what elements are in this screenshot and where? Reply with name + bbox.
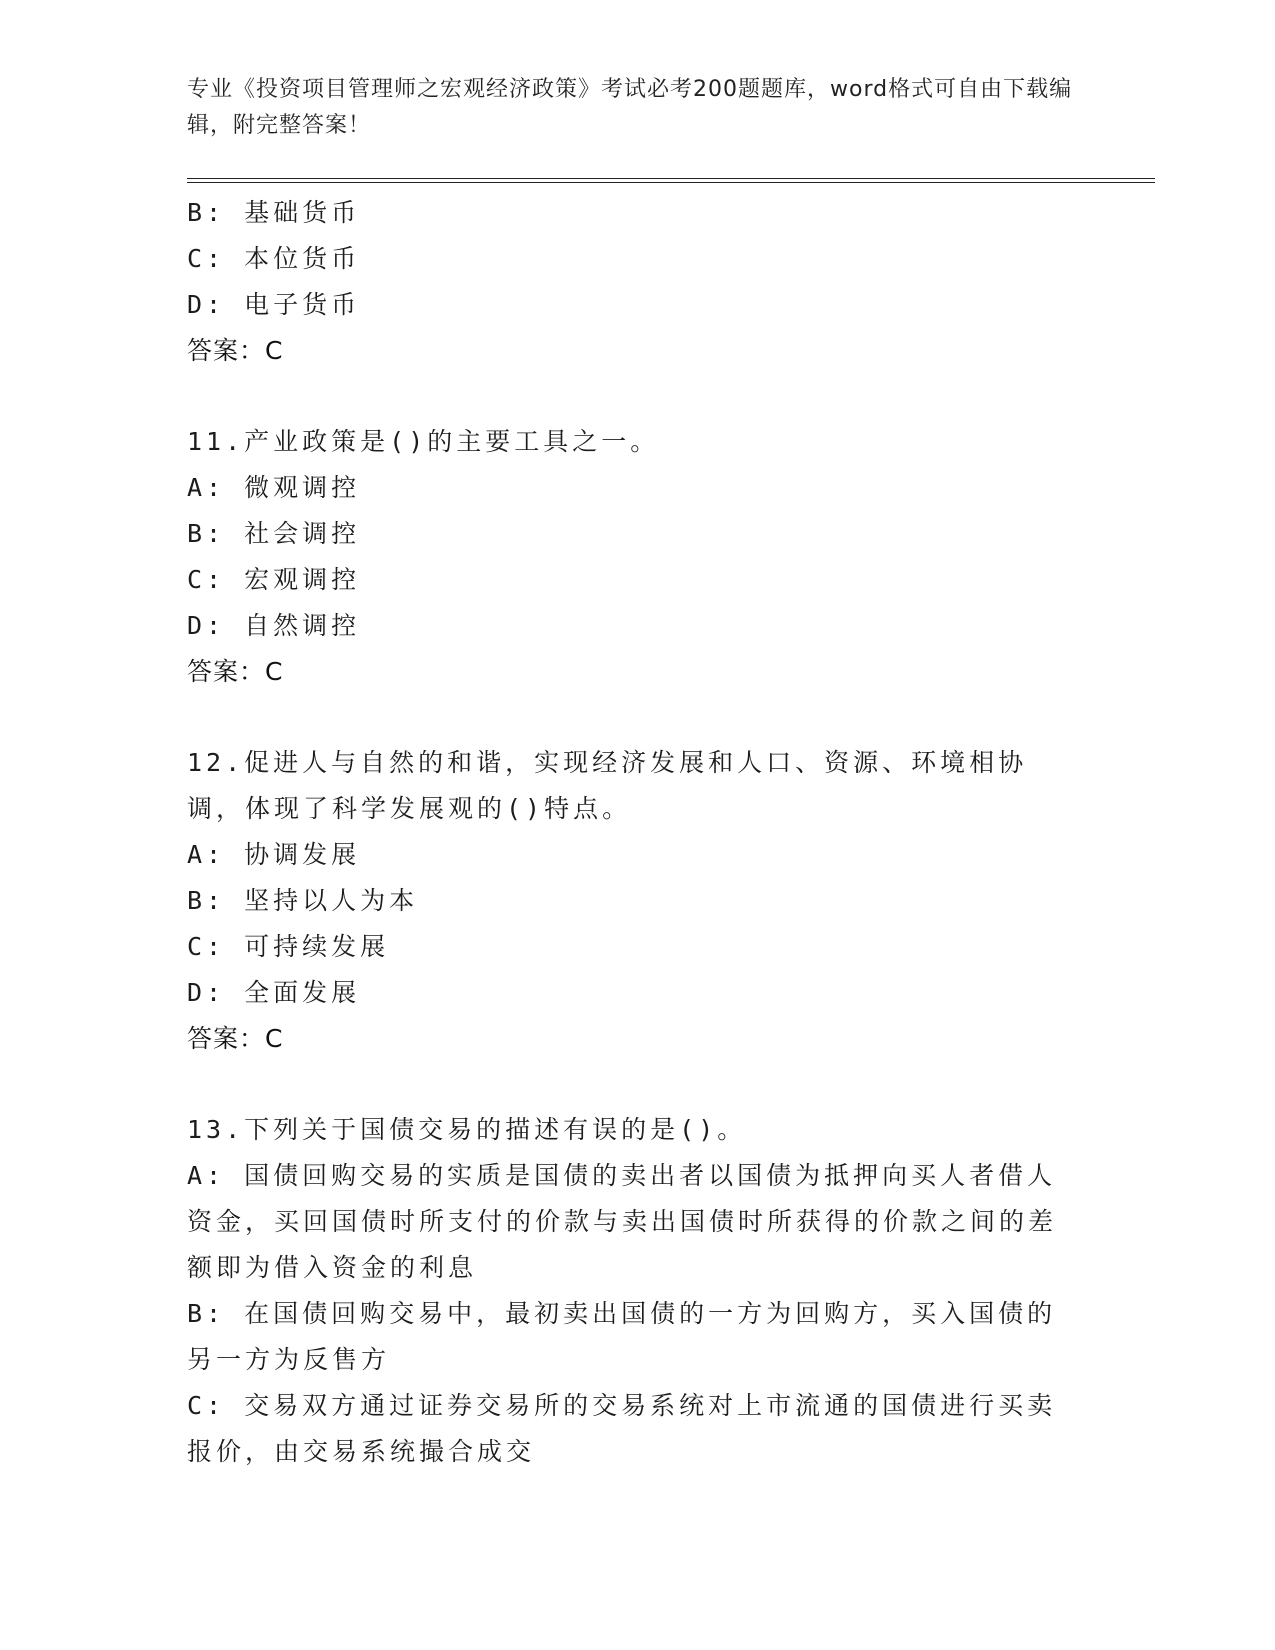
spacer (187, 695, 1077, 740)
option-b: B: 坚持以人为本 (187, 886, 419, 915)
header-text: 专业《投资项目管理师之宏观经济政策》考试必考200题题库，word格式可自由下载编辑，附完整答案！ (187, 77, 1073, 138)
question-stem: 13.下列关于国债交易的描述有误的是()。 (187, 1115, 747, 1144)
option-d: D: 自然调控 (187, 611, 361, 640)
question-stem: 12.促进人与自然的和谐，实现经济发展和人口、资源、环境相协调，体现了科学发展观的()特点。 (187, 748, 1028, 823)
option-a: A: 协调发展 (187, 840, 361, 869)
question-11 (187, 419, 1077, 695)
spacer (187, 1062, 1077, 1107)
answer-line: 答案：C (187, 1024, 284, 1053)
option-c: C: 本位货币 (187, 244, 361, 273)
question-12 (187, 740, 1077, 1062)
option-b: B: 在国债回购交易中，最初卖出国债的一方为回购方，买入国债的另一方为反售方 (187, 1299, 1057, 1374)
option-c: C: 交易双方通过证券交易所的交易系统对上市流通的国债进行买卖报价，由交易系统撮合成交 (187, 1391, 1057, 1466)
header-rule-bottom (187, 182, 1155, 183)
option-c: C: 可持续发展 (187, 932, 390, 961)
option-c: C: 宏观调控 (187, 565, 361, 594)
spacer (187, 374, 1077, 419)
option-b: B: 基础货币 (187, 198, 361, 227)
document-header (187, 72, 1077, 144)
question-stem: 11.产业政策是()的主要工具之一。 (187, 427, 660, 456)
option-d: D: 电子货币 (187, 290, 361, 319)
question-content (187, 190, 1077, 1475)
header-rule-top (187, 178, 1155, 179)
previous-question-tail (187, 190, 1077, 374)
answer-line: 答案：C (187, 657, 284, 686)
option-d: D: 全面发展 (187, 978, 361, 1007)
option-a: A: 微观调控 (187, 473, 361, 502)
option-b: B: 社会调控 (187, 519, 361, 548)
question-13 (187, 1107, 1077, 1475)
answer-line: 答案：C (187, 336, 284, 365)
option-a: A: 国债回购交易的实质是国债的卖出者以国债为抵押向买人者借人资金，买回国债时所支付的价款与卖出国债时所获得的价款之间的差额即为借入资金的利息 (187, 1161, 1058, 1282)
